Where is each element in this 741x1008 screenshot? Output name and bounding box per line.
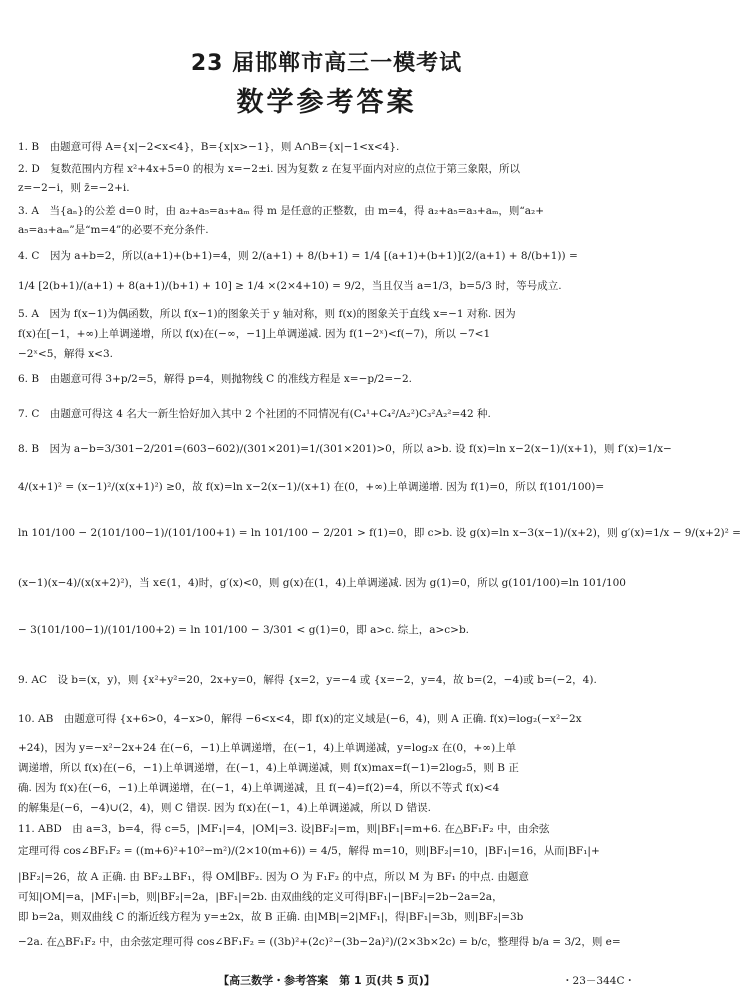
answer-5-line-3: −2ˣ<5，解得 x<3. [18,348,113,360]
answer-10-line-4: 确. 因为 f(x)在(−6，−1)上单调递增，在(−1，4)上单调递减，且 f(−4)=f(2)=4，所以不等式 f(x)<4 [18,782,500,794]
answer-7-line-1: 7. C 由题意可得这 4 名大一新生恰好加入其中 2 个社团的不同情况有(C₄¹+C₄²/A₂²)C₃²A₂²=42 种. [18,408,491,420]
answer-10-line-5: 的解集是(−6，−4)∪(2，4)，则 C 错误. 因为 f(x)在(−1，4)上单调递减，所以 D 错误. [18,802,432,814]
answer-8-line-4: (x−1)(x−4)/(x(x+2)²)，当 x∈(1，4)时，g′(x)<0，则 g(x)在(1，4)上单调递减. 因为 g(1)=0，所以 g(101/100)=ln 101/100 [18,577,626,589]
answer-4-line-2: 1/4 [2(b+1)/(a+1) + 8(a+1)/(b+1) + 10] ≥ 1/4 ×(2×4+10) = 9/2，当且仅当 a=1/3，b=5/3 时，等号成立. [18,280,562,292]
answer-4-line-1: 4. C 因为 a+b=2，所以(a+1)+(b+1)=4，则 2/(a+1) + 8/(b+1) = 1/4 [(a+1)+(b+1)](2/(a+1) + 8/(b+1)) = [18,250,578,262]
footer-exam-code: ・23－344C・ [562,975,635,987]
answer-1-line-1: 1. B 由题意可得 A={x|−2<x<4}，B={x|x>−1}，则 A∩B={x|−1<x<4}. [18,141,400,153]
footer-page-info: 【高三数学・参考答案 第 1 页(共 5 页)】 [218,974,435,987]
answer-2-line-1: 2. D 复数范围内方程 x²+4x+5=0 的根为 x=−2±i. 因为复数 z 在复平面内对应的点位于第三象限，所以 [18,163,521,175]
answer-11-line-1: 11. ABD 由 a=3，b=4，得 c=5，|MF₁|=4，|OM|=3. 设|BF₂|=m，则|BF₁|=m+6. 在△BF₁F₂ 中，由余弦 [18,823,550,835]
answer-11-line-4: 可知|OM|=a，|MF₁|=b，则|BF₂|=2a，|BF₁|=2b. 由双曲线的定义可得|BF₁|−|BF₂|=2b−2a=2a， [18,891,503,903]
answer-10-line-1: 10. AB 由题意可得 {x+6>0，4−x>0，解得 −6<x<4，即 f(x)的定义域是(−6，4)，则 A 正确. f(x)=log₂(−x²−2x [18,713,582,725]
answer-10-line-3: 调递增，所以 f(x)在(−6，−1)上单调递增，在(−1，4)上单调递减，则 f(x)max=f(−1)=2log₂5，则 B 正 [18,762,519,774]
answer-8-line-3: ln 101/100 − 2(101/100−1)/(101/100+1) = ln 101/100 − 2/201 > f(1)=0，即 c>b. 设 g(x)=ln x−3(x−1)/(x+2)，则 g′(x)=1/x − 9/(x+2)² = [18,527,741,539]
answer-3-line-1: 3. A 当{aₙ}的公差 d=0 时，由 a₂+a₅=a₃+aₘ 得 m 是任意的正整数，由 m=4，得 a₂+a₅=a₃+aₘ，则“a₂+ [18,205,545,217]
answer-10-line-2: +24)，因为 y=−x²−2x+24 在(−6，−1)上单调递增，在(−1，4)上单调递减，y=log₂x 在(0，+∞)上单 [18,742,517,754]
answer-11-line-6: −2a. 在△BF₁F₂ 中，由余弦定理可得 cos∠BF₁F₂ = ((3b)²+(2c)²−(3b−2a)²)/(2×3b×2c) = b/c，整理得 b/a = 3/2，则 e= [18,936,621,948]
answer-6-line-1: 6. B 由题意可得 3+p/2=5，解得 p=4，则抛物线 C 的准线方程是 x=−p/2=−2. [18,373,412,385]
answer-key-heading: 数学参考答案 [236,87,417,118]
answer-3-line-2: a₅=a₃+aₘ”是“m=4”的必要不充分条件. [18,224,209,236]
answer-11-line-3: |BF₂|=26，故 A 正确. 由 BF₂⊥BF₁，得 OM∥BF₂. 因为 O 为 F₁F₂ 的中点，所以 M 为 BF₁ 的中点. 由题意 [18,871,529,883]
answer-8-line-1: 8. B 因为 a−b=3/301−2/201=(603−602)/(301×201)=1/(301×201)>0，所以 a>b. 设 f(x)=ln x−2(x−1)/(x+1)，则 f′(x)=1/x− [18,443,672,455]
answer-11-line-2: 定理可得 cos∠BF₁F₂ = ((m+6)²+10²−m²)/(2×10(m+6)) = 4/5，解得 m=10，则|BF₂|=10，|BF₁|=16，从而|BF₁|+ [18,845,600,857]
exam-title: 23 届邯郸市高三一模考试 [190,51,463,76]
answer-8-line-5: − 3(101/100−1)/(101/100+2) = ln 101/100 − 3/301 < g(1)=0，即 a>c. 综上，a>c>b. [18,624,470,636]
answer-5-line-2: f(x)在[−1，+∞)上单调递增，所以 f(x)在(−∞，−1]上单调递减. 因为 f(1−2ˣ)<f(−7)，所以 −7<1 [18,328,491,340]
page-footer [0,971,653,991]
answer-2-line-2: z=−2−i，则 z̄=−2+i. [18,182,130,194]
answer-9-line-1: 9. AC 设 b=(x，y)，则 {x²+y²=20，2x+y=0，解得 {x=2，y=−4 或 {x=−2，y=4，故 b=(2，−4)或 b=(−2，4). [18,674,597,686]
answer-11-line-5: 即 b=2a，则双曲线 C 的渐近线方程为 y=±2x，故 B 正确. 由|MB|=2|MF₁|，得|BF₁|=3b，则|BF₂|=3b [18,911,524,923]
answer-8-line-2: 4/(x+1)² = (x−1)²/(x(x+1)²) ≥0，故 f(x)=ln x−2(x−1)/(x+1) 在(0，+∞)上单调递增. 因为 f(1)=0，所以 f(101/100)= [18,481,605,493]
answer-5-line-1: 5. A 因为 f(x−1)为偶函数，所以 f(x−1)的图象关于 y 轴对称，则 f(x)的图象关于直线 x=−1 对称. 因为 [18,308,516,320]
